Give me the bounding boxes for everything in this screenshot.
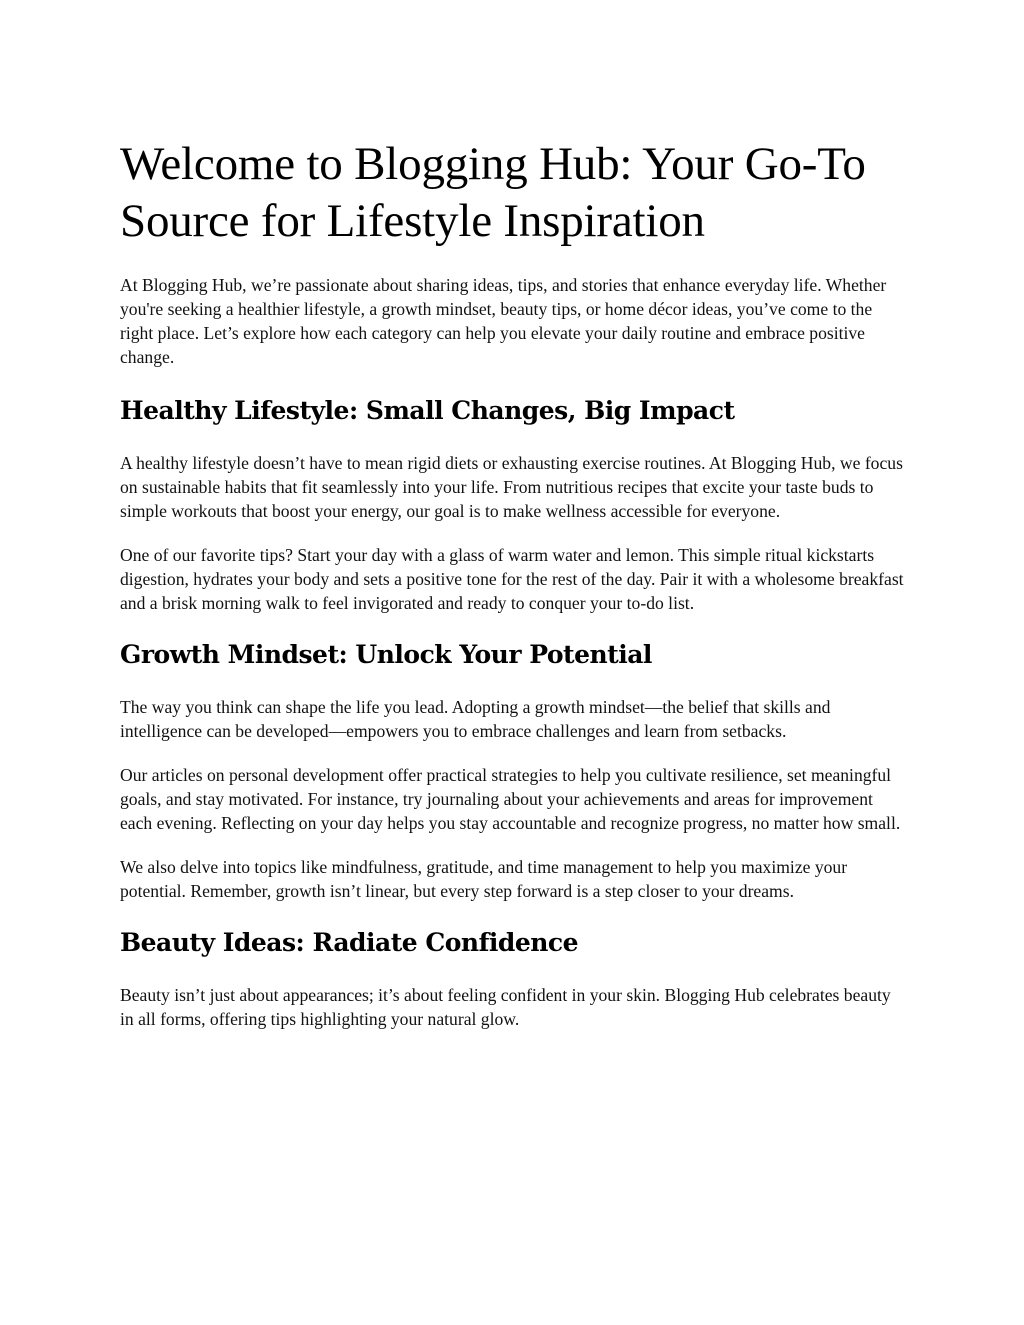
section-paragraph: The way you think can shape the life you lead. Adopting a growth mindset—the belief that skills and intelligence can be developed—empowers you to embrace challenges and learn from setbacks. (120, 697, 831, 741)
section-paragraph: Our articles on personal development offer practical strategies to help you cultivate resilience, set meaningful goals, and stay motivated. For instance, try journaling about your achievements and areas for improvement each evening. Reflecting on your day helps you stay accountable and recognize progress, no matter how small. (120, 765, 901, 833)
document-page (120, 136, 906, 1051)
intro-paragraph: At Blogging Hub, we’re passionate about sharing ideas, tips, and stories that enhance everyday life. Whether you're seeking a healthier lifestyle, a growth mindset, beauty tips, or home décor ideas, you’ve come to the right place. Let’s explore how each category can help you elevate your daily routine and embrace positive change. (120, 275, 887, 367)
section-heading: Beauty Ideas: Radiate Confidence (120, 928, 579, 957)
section-paragraph: We also delve into topics like mindfulness, gratitude, and time management to help you maximize your potential. Remember, growth isn’t linear, but every step forward is a step closer to your dreams. (120, 857, 848, 901)
section-healthy-lifestyle (120, 393, 906, 615)
section-heading: Growth Mindset: Unlock Your Potential (120, 640, 652, 669)
section-heading: Healthy Lifestyle: Small Changes, Big Impact (120, 396, 735, 425)
section-paragraph: One of our favorite tips? Start your day with a glass of warm water and lemon. This simple ritual kickstarts digestion, hydrates your body and sets a positive tone for the rest of the day. Pair it with a wholesome breakfast and a brisk morning walk to feel invigorated and ready to conquer your to-do list. (120, 545, 904, 613)
section-paragraph: Beauty isn’t just about appearances; it’s about feeling confident in your skin. Blogging Hub celebrates beauty in all forms, offering tips highlighting your natural glow. (120, 985, 891, 1029)
document-title: Welcome to Blogging Hub: Your Go-To Source for Lifestyle Inspiration (120, 138, 866, 247)
section-beauty-ideas (120, 925, 906, 1031)
section-growth-mindset (120, 637, 906, 903)
section-paragraph: A healthy lifestyle doesn’t have to mean rigid diets or exhausting exercise routines. At Blogging Hub, we focus on sustainable habits that fit seamlessly into your life. From nutritious recipes that excite your taste buds to simple workouts that boost your energy, our goal is to make wellness accessible for everyone. (120, 453, 903, 521)
